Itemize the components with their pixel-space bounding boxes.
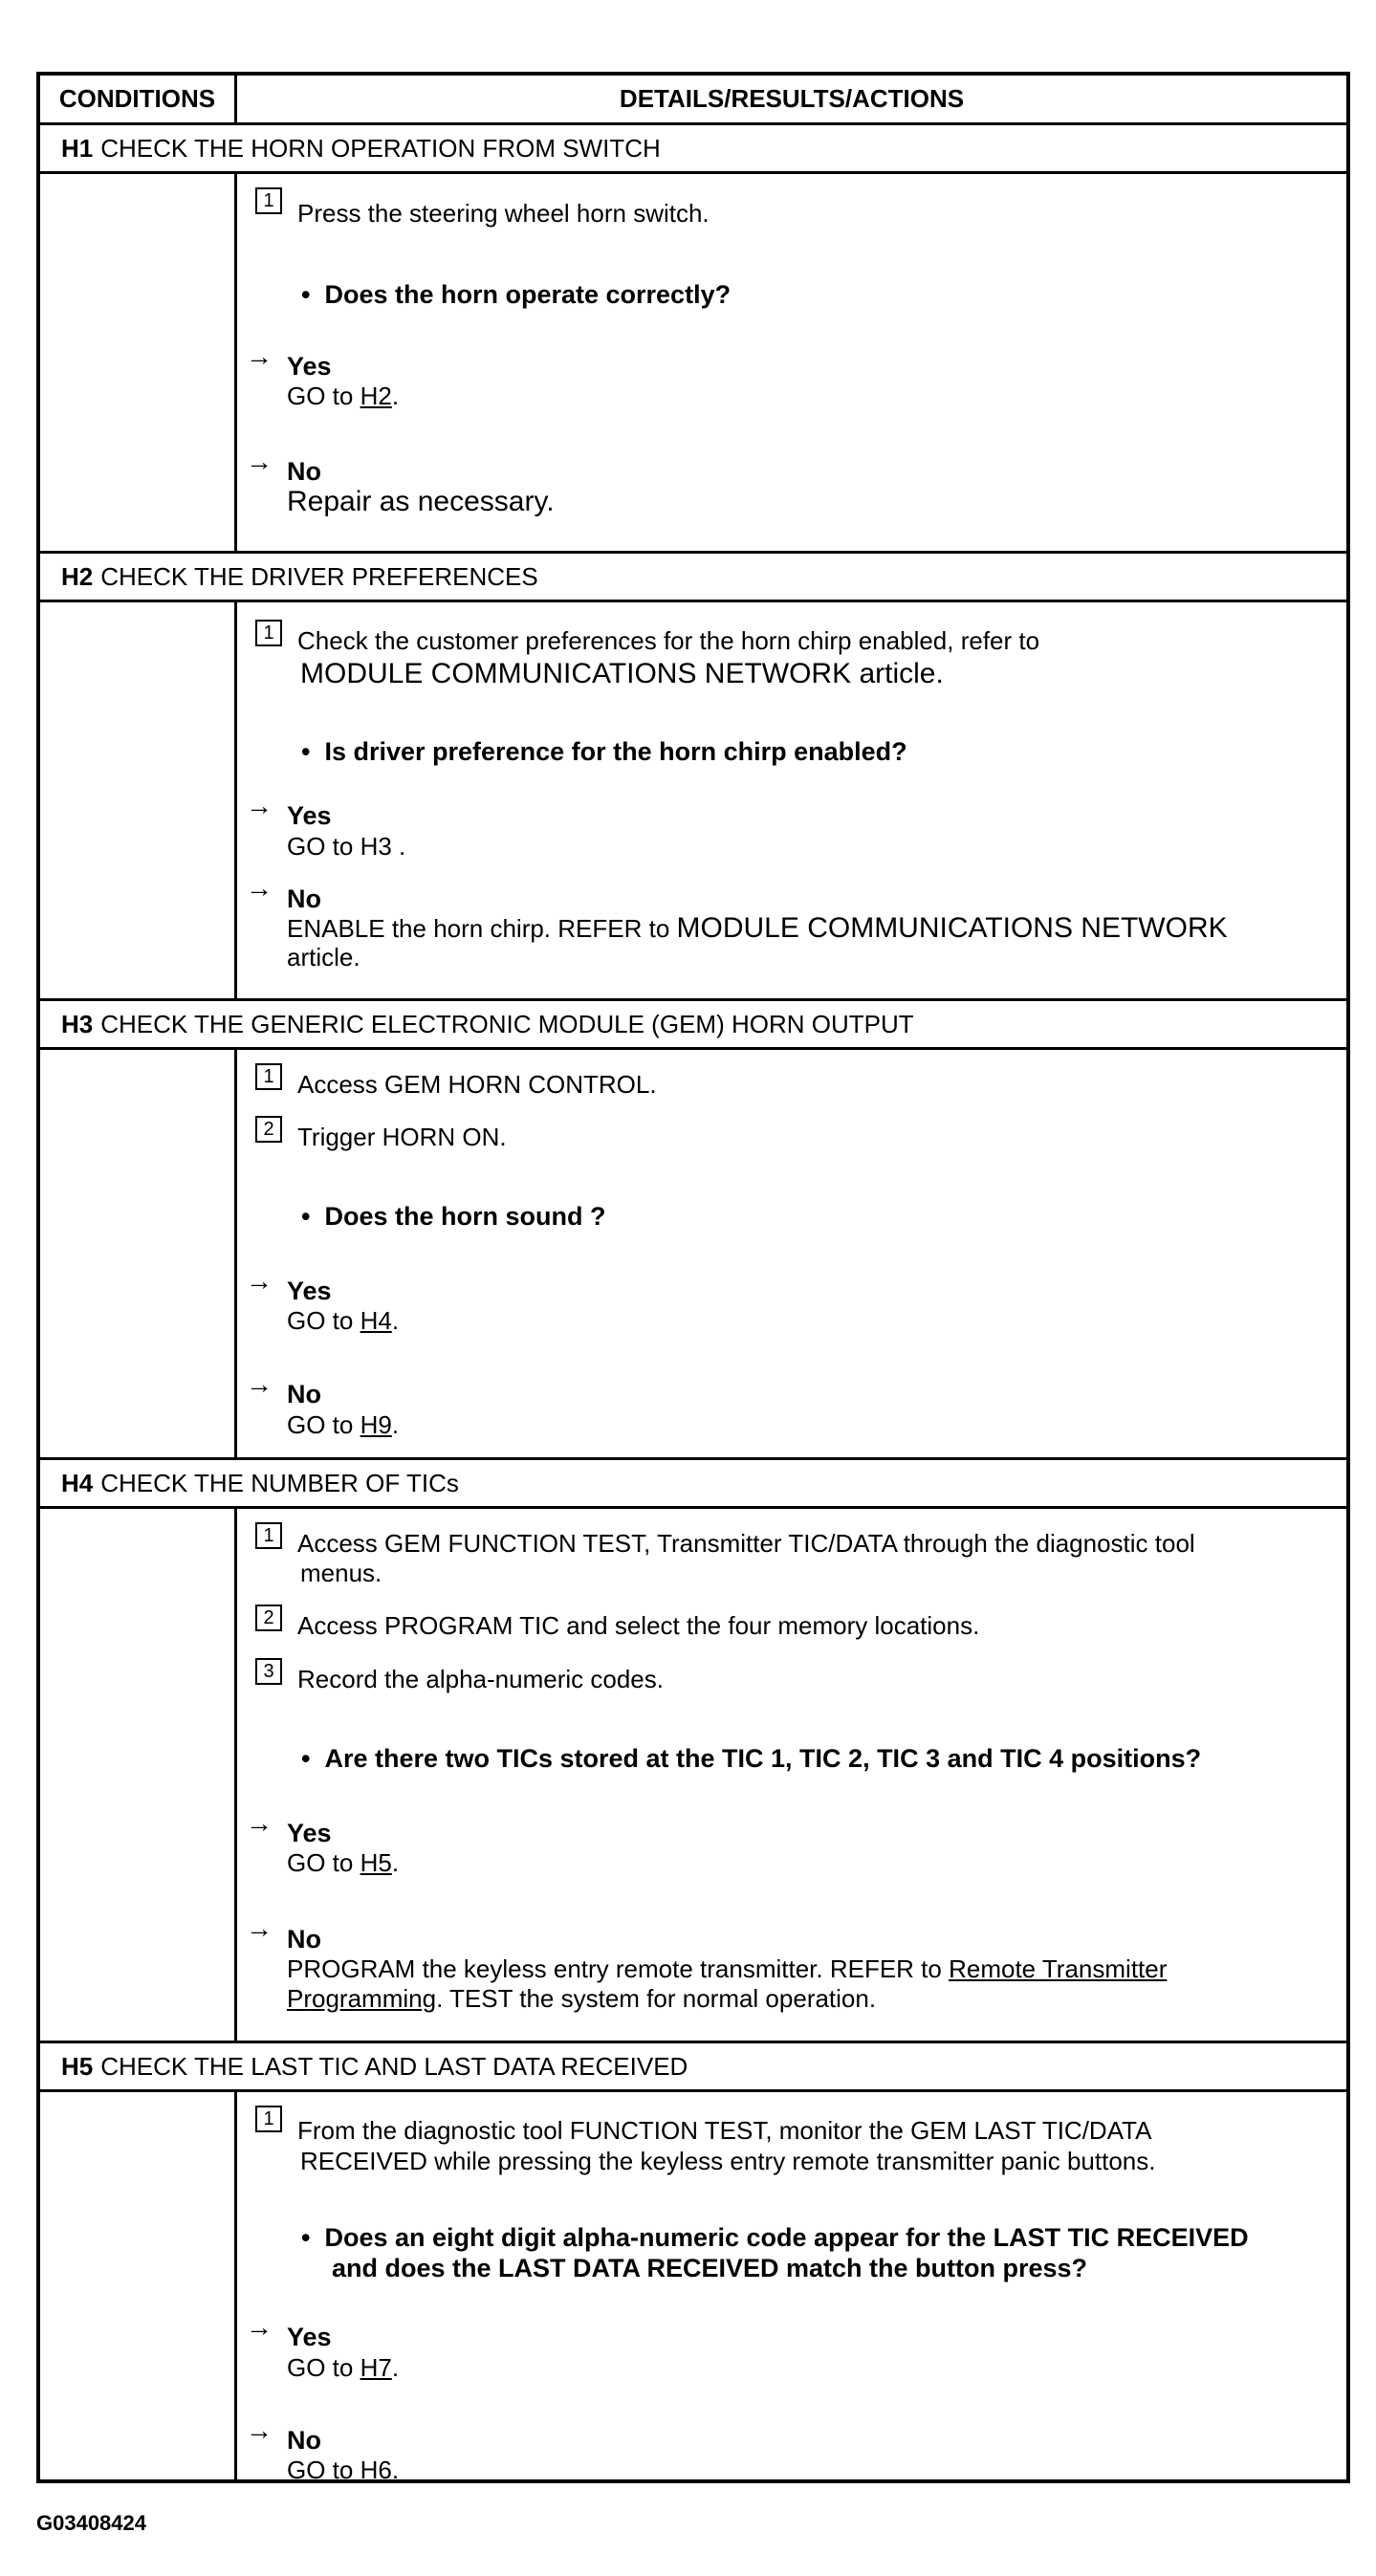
yes-label: Yes — [287, 801, 332, 830]
section-id: H4 — [61, 1468, 94, 1497]
link-h5[interactable]: H5 — [360, 1848, 392, 1877]
section-h5-header — [40, 2043, 1346, 2092]
link-h2[interactable]: H2 — [360, 382, 392, 410]
section-h5-body — [40, 2092, 1346, 2484]
step-number-box: 2 — [255, 1116, 282, 1143]
conditions-header: CONDITIONS — [40, 76, 237, 122]
procedure-table — [36, 72, 1350, 2483]
link-h7[interactable]: H7 — [360, 2353, 392, 2382]
yes-action: GO to H7. — [287, 2353, 400, 2382]
arrow-icon: → — [246, 1266, 273, 1296]
arrow-icon: → — [246, 447, 273, 476]
bullet-icon: • — [301, 1202, 311, 1231]
no-action: Repair as necessary. — [287, 486, 555, 517]
link-h6[interactable]: H6 — [360, 2456, 392, 2484]
section-id: H3 — [61, 1009, 94, 1038]
step-text-cont: menus. — [300, 1559, 382, 1587]
arrow-icon: → — [246, 1913, 273, 1943]
section-id: H5 — [61, 2051, 94, 2081]
step-number-box: 3 — [255, 1658, 282, 1685]
step-text: Access GEM HORN CONTROL. — [297, 1070, 657, 1099]
section-title: CHECK THE LAST TIC AND LAST DATA RECEIVED — [100, 2051, 688, 2081]
bullet-icon: • — [301, 280, 311, 309]
step-text: Trigger HORN ON. — [297, 1123, 507, 1151]
step-number-box: 1 — [255, 1522, 282, 1549]
question-cont: and does the LAST DATA RECEIVED match the button press? — [332, 2254, 1088, 2282]
step-text: Press the steering wheel horn switch. — [297, 199, 710, 228]
section-id: H1 — [61, 133, 94, 163]
no-action: GO to H6. — [287, 2456, 400, 2484]
yes-label: Yes — [287, 2323, 332, 2351]
figure-code: G03408424 — [36, 2511, 146, 2535]
no-label: No — [287, 1380, 321, 1408]
step-number-box: 2 — [255, 1605, 282, 1631]
link-h9[interactable]: H9 — [360, 1410, 392, 1439]
section-id: H2 — [61, 561, 94, 591]
arrow-icon: → — [246, 2312, 273, 2342]
conditions-cell — [40, 1050, 237, 1457]
step-text: Check the customer preferences for the horn chirp enabled, refer to — [297, 626, 1040, 655]
bullet-icon: • — [301, 737, 311, 766]
yes-label: Yes — [287, 1277, 332, 1305]
arrow-icon: → — [246, 2415, 273, 2445]
step-text: Record the alpha-numeric codes. — [297, 1665, 664, 1693]
step-text: Access PROGRAM TIC and select the four memory locations. — [297, 1611, 980, 1640]
arrow-icon: → — [246, 1808, 273, 1838]
no-action: ENABLE the horn chirp. REFER to MODULE COMMUNICATIONS NETWORK — [287, 912, 1228, 944]
section-h2-body — [40, 602, 1346, 1001]
step-number-box: 1 — [255, 1063, 282, 1090]
step-number-box: 1 — [255, 620, 282, 646]
arrow-icon: → — [246, 1369, 273, 1399]
section-h4-body — [40, 1509, 1346, 2043]
step-number-box: 1 — [255, 2106, 282, 2132]
conditions-cell — [40, 1509, 237, 2041]
yes-action: GO to H2. — [287, 382, 400, 410]
section-h1-body — [40, 174, 1346, 554]
bullet-icon: • — [301, 2223, 311, 2252]
section-h3-body — [40, 1050, 1346, 1460]
yes-action: GO to H3 . — [287, 832, 406, 861]
step-text-cont: MODULE COMMUNICATIONS NETWORK article. — [300, 658, 944, 689]
section-h3-header — [40, 1001, 1346, 1050]
no-label: No — [287, 884, 321, 913]
step-text: Access GEM FUNCTION TEST, Transmitter TIC/DATA through the diagnostic tool — [297, 1529, 1195, 1558]
step-text-cont: RECEIVED while pressing the keyless entry remote transmitter panic buttons. — [300, 2147, 1156, 2175]
question: • Are there two TICs stored at the TIC 1, TIC 2, TIC 3 and TIC 4 positions? — [301, 1744, 1202, 1773]
link-h4[interactable]: H4 — [360, 1306, 392, 1335]
no-action: PROGRAM the keyless entry remote transmitter. REFER to Remote Transmitter — [287, 1954, 1168, 1983]
yes-label: Yes — [287, 352, 332, 381]
arrow-icon: → — [246, 341, 273, 371]
yes-action: GO to H4. — [287, 1306, 400, 1335]
question: • Does the horn operate correctly? — [301, 280, 732, 309]
yes-label: Yes — [287, 1819, 332, 1847]
section-title: CHECK THE HORN OPERATION FROM SWITCH — [100, 133, 661, 163]
section-h1-header — [40, 125, 1346, 174]
no-label: No — [287, 2426, 321, 2455]
section-title: CHECK THE DRIVER PREFERENCES — [100, 561, 538, 591]
details-header: DETAILS/RESULTS/ACTIONS — [619, 84, 965, 113]
no-action-cont: article. — [287, 943, 360, 971]
no-label: No — [287, 1925, 321, 1954]
no-action: GO to H9. — [287, 1410, 400, 1439]
question: • Is driver preference for the horn chirp enabled? — [301, 737, 907, 766]
programming-link[interactable]: Programming — [287, 1984, 437, 2013]
conditions-cell — [40, 2092, 237, 2479]
arrow-icon: → — [246, 791, 273, 820]
step-text: From the diagnostic tool FUNCTION TEST, monitor the GEM LAST TIC/DATA — [297, 2116, 1152, 2145]
question: • Does the horn sound ? — [301, 1202, 606, 1231]
section-h4-header — [40, 1460, 1346, 1509]
section-title: CHECK THE NUMBER OF TICs — [100, 1468, 459, 1497]
conditions-cell — [40, 174, 237, 551]
no-action-cont: Programming. TEST the system for normal operation. — [287, 1984, 877, 2013]
conditions-cell — [40, 602, 237, 998]
remote-transmitter-link[interactable]: Remote Transmitter — [949, 1954, 1168, 1983]
bullet-icon: • — [301, 1744, 311, 1773]
question: • Does an eight digit alpha-numeric code appear for the LAST TIC RECEIVED — [301, 2223, 1249, 2252]
no-label: No — [287, 457, 321, 486]
section-title: CHECK THE GENERIC ELECTRONIC MODULE (GEM) HORN OUTPUT — [100, 1009, 914, 1038]
step-number-box: 1 — [255, 187, 282, 214]
section-h2-header — [40, 554, 1346, 602]
table-header — [40, 76, 1346, 125]
arrow-icon: → — [246, 873, 273, 903]
yes-action: GO to H5. — [287, 1848, 400, 1877]
